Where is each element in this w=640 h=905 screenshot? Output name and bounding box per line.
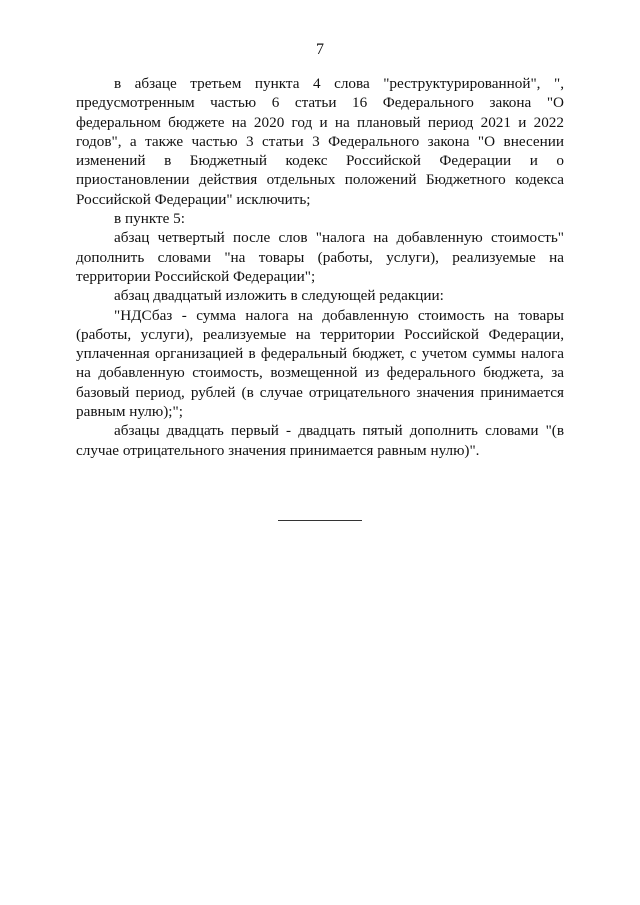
- paragraph-ndsbaz-definition: "НДСбаз - сумма налога на добавленную стоимость на товары (работы, услуги), реализуемые на территории Российской Федерации, уплаченная организацией в федеральный бюджет, с учетом суммы налога на добавленную стоимость, возмещенной из федерального бюджета, за базовый период, рублей (в случае отрицательного значения принимается равным нулю);";: [76, 306, 564, 421]
- end-separator-line: [278, 520, 362, 521]
- paragraph-fourth-abzac-addition: абзац четвертый после слов "налога на добавленную стоимость" дополнить словами "на товары (работы, услуги), реализуемые на территории Российской Федерации";: [76, 229, 564, 285]
- paragraph-exclusion-amendment: в абзаце третьем пункта 4 слова "реструктурированной", ", предусмотренным частью 6 статьи 16 Федерального закона "О федеральном бюджете на 2020 год и на плановый период 2021 и 2022 годов", а также частью 3 статьи 3 Федерального закона "О внесении изменений в Бюджетный кодекс Российской Федерации и о приостановлении действия отдельных положений Бюджетного кодекса Российской Федерации" исключить;: [76, 75, 564, 208]
- paragraph-twentieth-abzac-intro: абзац двадцатый изложить в следующей редакции:: [114, 287, 444, 305]
- paragraph-abzacs-21-25-addition: абзацы двадцать первый - двадцать пятый дополнить словами "(в случае отрицательного значения принимается равным нулю)".: [76, 422, 564, 459]
- document-body: [76, 74, 564, 460]
- page-number: 7: [316, 41, 324, 58]
- paragraph-point-5-heading: в пункте 5:: [114, 210, 185, 228]
